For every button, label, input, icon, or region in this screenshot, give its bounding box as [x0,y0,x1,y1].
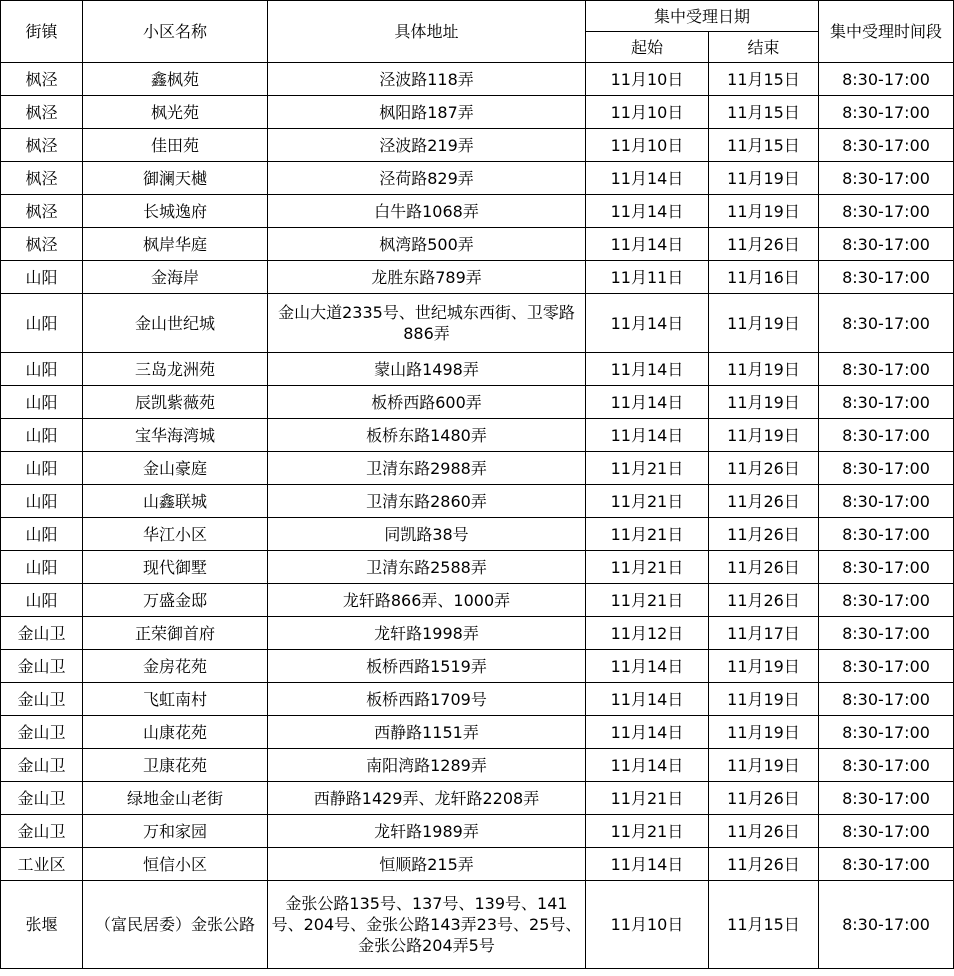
cell-start: 11月21日 [586,452,709,485]
cell-end: 11月19日 [709,716,819,749]
cell-town: 金山卫 [1,749,83,782]
cell-time: 8:30-17:00 [819,716,954,749]
cell-end: 11月26日 [709,452,819,485]
cell-town: 山阳 [1,353,83,386]
cell-town: 工业区 [1,848,83,881]
table-row [1,584,954,617]
cell-start: 11月14日 [586,162,709,195]
cell-address: 金张公路135号、137号、139号、141号、204号、金张公路143弄23号、25号、金张公路204弄5号 [268,881,586,969]
cell-end: 11月16日 [709,261,819,294]
table-row [1,848,954,881]
table-row [1,815,954,848]
cell-time: 8:30-17:00 [819,848,954,881]
cell-town: 金山卫 [1,617,83,650]
cell-address: 龙轩路866弄、1000弄 [268,584,586,617]
cell-address: 西静路1151弄 [268,716,586,749]
cell-community: 万盛金邸 [83,584,268,617]
cell-start: 11月14日 [586,419,709,452]
cell-address: 板桥西路1519弄 [268,650,586,683]
cell-address: 泾波路219弄 [268,129,586,162]
cell-address: 泾波路118弄 [268,63,586,96]
cell-community: （富民居委）金张公路 [83,881,268,969]
cell-start: 11月21日 [586,815,709,848]
cell-community: 绿地金山老街 [83,782,268,815]
table-row [1,162,954,195]
table-row [1,419,954,452]
cell-time: 8:30-17:00 [819,353,954,386]
table-row [1,485,954,518]
cell-time: 8:30-17:00 [819,617,954,650]
table-row [1,353,954,386]
cell-end: 11月15日 [709,129,819,162]
cell-community: 长城逸府 [83,195,268,228]
cell-town: 枫泾 [1,228,83,261]
table-row [1,294,954,353]
cell-community: 正荣御首府 [83,617,268,650]
cell-address: 金山大道2335号、世纪城东西街、卫零路886弄 [268,294,586,353]
cell-start: 11月14日 [586,195,709,228]
cell-time: 8:30-17:00 [819,261,954,294]
cell-time: 8:30-17:00 [819,419,954,452]
cell-time: 8:30-17:00 [819,485,954,518]
cell-start: 11月14日 [586,353,709,386]
cell-community: 华江小区 [83,518,268,551]
cell-start: 11月12日 [586,617,709,650]
cell-community: 金山豪庭 [83,452,268,485]
cell-time: 8:30-17:00 [819,228,954,261]
cell-town: 枫泾 [1,195,83,228]
cell-start: 11月10日 [586,881,709,969]
cell-community: 三岛龙洲苑 [83,353,268,386]
cell-start: 11月10日 [586,96,709,129]
cell-community: 鑫枫苑 [83,63,268,96]
cell-end: 11月26日 [709,815,819,848]
cell-town: 金山卫 [1,650,83,683]
table-row [1,129,954,162]
cell-end: 11月19日 [709,294,819,353]
cell-end: 11月19日 [709,162,819,195]
table-row [1,96,954,129]
table-row [1,551,954,584]
cell-address: 枫阳路187弄 [268,96,586,129]
cell-time: 8:30-17:00 [819,815,954,848]
cell-town: 山阳 [1,551,83,584]
cell-end: 11月26日 [709,848,819,881]
table-row [1,782,954,815]
cell-time: 8:30-17:00 [819,650,954,683]
cell-end: 11月15日 [709,881,819,969]
cell-town: 山阳 [1,485,83,518]
cell-time: 8:30-17:00 [819,452,954,485]
table-row [1,683,954,716]
table-row [1,452,954,485]
cell-end: 11月19日 [709,683,819,716]
cell-address: 白牛路1068弄 [268,195,586,228]
table-row [1,749,954,782]
cell-address: 板桥西路1709号 [268,683,586,716]
cell-time: 8:30-17:00 [819,63,954,96]
cell-end: 11月19日 [709,386,819,419]
table-row [1,63,954,96]
cell-address: 泾荷路829弄 [268,162,586,195]
cell-end: 11月26日 [709,584,819,617]
cell-address: 板桥东路1480弄 [268,419,586,452]
cell-community: 金山世纪城 [83,294,268,353]
cell-start: 11月14日 [586,228,709,261]
cell-start: 11月14日 [586,749,709,782]
table-row [1,881,954,969]
cell-address: 板桥西路600弄 [268,386,586,419]
cell-town: 山阳 [1,584,83,617]
cell-community: 枫光苑 [83,96,268,129]
cell-town: 山阳 [1,294,83,353]
cell-town: 山阳 [1,261,83,294]
cell-start: 11月14日 [586,683,709,716]
cell-community: 飞虹南村 [83,683,268,716]
cell-address: 卫清东路2860弄 [268,485,586,518]
cell-town: 山阳 [1,452,83,485]
cell-start: 11月21日 [586,485,709,518]
header-end: 结束 [709,32,819,63]
cell-town: 金山卫 [1,683,83,716]
cell-address: 蒙山路1498弄 [268,353,586,386]
cell-town: 枫泾 [1,63,83,96]
cell-time: 8:30-17:00 [819,129,954,162]
table-row [1,386,954,419]
cell-time: 8:30-17:00 [819,749,954,782]
cell-end: 11月26日 [709,228,819,261]
cell-address: 南阳湾路1289弄 [268,749,586,782]
cell-address: 卫清东路2588弄 [268,551,586,584]
cell-town: 金山卫 [1,716,83,749]
cell-address: 龙胜东路789弄 [268,261,586,294]
cell-time: 8:30-17:00 [819,195,954,228]
cell-address: 卫清东路2988弄 [268,452,586,485]
header-town: 街镇 [1,1,83,63]
cell-start: 11月11日 [586,261,709,294]
cell-time: 8:30-17:00 [819,683,954,716]
cell-start: 11月21日 [586,584,709,617]
header-row-top [1,1,954,32]
cell-community: 枫岸华庭 [83,228,268,261]
cell-town: 金山卫 [1,782,83,815]
cell-start: 11月14日 [586,386,709,419]
cell-start: 11月14日 [586,716,709,749]
cell-address: 龙轩路1998弄 [268,617,586,650]
cell-community: 万和家园 [83,815,268,848]
cell-address: 龙轩路1989弄 [268,815,586,848]
cell-start: 11月21日 [586,782,709,815]
cell-end: 11月15日 [709,96,819,129]
cell-start: 11月14日 [586,848,709,881]
cell-town: 山阳 [1,518,83,551]
cell-time: 8:30-17:00 [819,881,954,969]
cell-town: 金山卫 [1,815,83,848]
header-date-group: 集中受理日期 [586,1,819,32]
cell-time: 8:30-17:00 [819,162,954,195]
cell-end: 11月17日 [709,617,819,650]
cell-community: 宝华海湾城 [83,419,268,452]
cell-start: 11月10日 [586,63,709,96]
table-row [1,716,954,749]
cell-community: 金海岸 [83,261,268,294]
cell-time: 8:30-17:00 [819,782,954,815]
table-body [1,1,954,969]
cell-community: 山康花苑 [83,716,268,749]
table-row [1,195,954,228]
cell-town: 枫泾 [1,96,83,129]
cell-end: 11月19日 [709,195,819,228]
cell-end: 11月19日 [709,650,819,683]
cell-start: 11月14日 [586,294,709,353]
header-start: 起始 [586,32,709,63]
header-community: 小区名称 [83,1,268,63]
table-row [1,518,954,551]
cell-end: 11月26日 [709,518,819,551]
cell-time: 8:30-17:00 [819,294,954,353]
cell-start: 11月14日 [586,650,709,683]
cell-time: 8:30-17:00 [819,96,954,129]
cell-community: 恒信小区 [83,848,268,881]
cell-town: 枫泾 [1,129,83,162]
header-address: 具体地址 [268,1,586,63]
cell-community: 山鑫联城 [83,485,268,518]
cell-end: 11月15日 [709,63,819,96]
cell-community: 卫康花苑 [83,749,268,782]
cell-community: 辰凯紫薇苑 [83,386,268,419]
cell-address: 枫湾路500弄 [268,228,586,261]
cell-community: 金房花苑 [83,650,268,683]
cell-time: 8:30-17:00 [819,584,954,617]
cell-end: 11月26日 [709,782,819,815]
cell-start: 11月10日 [586,129,709,162]
cell-start: 11月21日 [586,551,709,584]
cell-time: 8:30-17:00 [819,386,954,419]
cell-address: 西静路1429弄、龙轩路2208弄 [268,782,586,815]
cell-town: 张堰 [1,881,83,969]
cell-time: 8:30-17:00 [819,518,954,551]
cell-town: 山阳 [1,386,83,419]
cell-end: 11月19日 [709,353,819,386]
header-time: 集中受理时间段 [819,1,954,63]
table-row [1,261,954,294]
table-row [1,617,954,650]
cell-town: 枫泾 [1,162,83,195]
cell-start: 11月21日 [586,518,709,551]
cell-end: 11月19日 [709,749,819,782]
cell-community: 佳田苑 [83,129,268,162]
cell-end: 11月26日 [709,485,819,518]
cell-address: 同凯路38号 [268,518,586,551]
cell-town: 山阳 [1,419,83,452]
cell-community: 御澜天樾 [83,162,268,195]
table-row [1,228,954,261]
cell-community: 现代御墅 [83,551,268,584]
cell-end: 11月19日 [709,419,819,452]
table-row [1,650,954,683]
cell-time: 8:30-17:00 [819,551,954,584]
cell-address: 恒顺路215弄 [268,848,586,881]
cell-end: 11月26日 [709,551,819,584]
